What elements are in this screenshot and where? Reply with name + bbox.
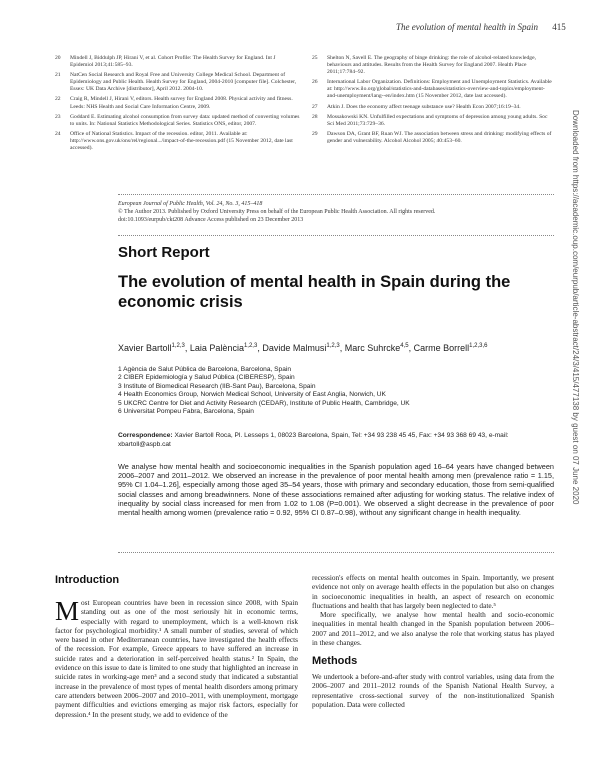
author-list: Xavier Bartoll$^{1,2,3}$, Laia Palència$^{1,2,3}$, Davide Malmusi$^{1,2,3}$, Marc Suhrcke$^{4,5}$, Carme Borrell$^{1,2,3,6}$ xyxy=(118,343,488,353)
intro-column-left xyxy=(55,598,298,719)
author-name: Laia Palència xyxy=(189,343,244,353)
reference-number: 27 xyxy=(312,103,318,110)
author-name: Xavier Bartoll xyxy=(118,343,172,353)
reference-number: 24 xyxy=(55,130,61,137)
intro-paragraph-continued: recession's effects on mental health outcomes in Spain. Importantly, we present evidence not only on average health effects in the population but also on changes in socioeconomic inequalities in health, an aspect of research on economic fluctuations and health that has largely been neglected to date.⁵ xyxy=(312,573,554,610)
page-number: 415 xyxy=(552,22,566,32)
reference-number: 21 xyxy=(55,72,61,79)
reference-number: 28 xyxy=(312,113,318,120)
reference-text: International Labor Organization. Definitions: Employment and Unemployment Statistics. Available at: http://www.ilo.org/global/statistics-and-databases/statistics-overview-and-topics/employment-and-unemployment/lang--en/index.htm (15 November 2012, date last accessed). xyxy=(327,79,552,100)
intro-paragraph xyxy=(55,598,298,719)
affiliation: 1 Agència de Salut Pública de Barcelona, Barcelona, Spain xyxy=(118,366,292,373)
reference xyxy=(312,55,552,76)
intro-heading: Introduction xyxy=(55,574,120,586)
reference-text: Mindell J, Biddulph JP, Hirani V, et al. Cohort Profile: The Health Survey for England. Int J Epidemiol 2013;41:585–93. xyxy=(70,55,276,69)
author-affil: 1,2,3,6 xyxy=(469,343,488,349)
affiliation: 2 CIBER Epidemiología y Salud Pública (CIBERESP), Spain xyxy=(118,374,295,382)
copyright-line: © The Author 2013. Published by Oxford University Press on behalf of the European Public Health Association. All rights reserved. xyxy=(118,209,436,216)
reference xyxy=(312,131,552,145)
reference-text: NatCen Social Research and Royal Free and University College Medical School. Department of Epidemiology and Public Health. Health Survey for England, 2004-2010 [computer file]. Colchester, Essex: UK Data Archive [distributor], April 2012. 2004-10. xyxy=(70,72,297,93)
drop-cap: M xyxy=(55,596,80,626)
reference-text: Atkin J. Does the economy affect teenage substance use? Health Econ 2007;16:19–34. xyxy=(327,103,521,110)
reference-number: 23 xyxy=(55,113,61,120)
intro-paragraph-text: ost European countries have been in recession since 2008, with Spain standing out as one of the most seriously hit in economic terms, especially with regard to unemployment, which is a well-known risk factor for psychological morbidity.¹ A small number of studies, several of which were based in other Mediterranean countries, have investigated the health effects of the recession. For example, Greece appears to have suffered an increase in suicide rates and a deterioration in self-perceived health status.² In Spain, the evidence on this issue to date is limited to one study that highlighted an increase in suicide rates in working-age men³ and a second study that indicated a substantial increase in the prevalence of most types of mental health disorders among primary care attenders between 2006–2007 and 2010–2011, with unemployment, mortgage payment difficulties and evictions emerging as major risk factors, especially for depression.⁴ In the present study, we add to evidence of the xyxy=(55,598,298,719)
reference-number: 26 xyxy=(312,79,318,86)
reference-number: 29 xyxy=(312,130,318,137)
running-title: The evolution of mental health in Spain xyxy=(396,22,538,32)
references-left xyxy=(55,55,300,155)
divider xyxy=(118,194,554,195)
correspondence xyxy=(118,431,554,449)
author-name: Davide Malmusi xyxy=(262,343,327,353)
reference-number: 25 xyxy=(312,55,318,61)
methods-paragraph: We undertook a before-and-after study with control variables, using data from the 2006–2007 and 2011–2012 rounds of the Spanish National Health Survey, a representative cross-sectional survey of the non-institutionalized Spanish population. Data were collected xyxy=(312,672,554,709)
affiliation: 4 Health Economics Group, Norwich Medical School, University of East Anglia, Norwich, UK xyxy=(118,391,386,399)
affiliations xyxy=(118,366,554,416)
journal-line: European Journal of Public Health, Vol. 24, No. 3, 415–418 xyxy=(118,201,263,207)
author-affil: 4,5 xyxy=(400,343,409,349)
reference xyxy=(55,72,300,93)
reference-text: Dawson DA, Grant BF, Ruan WJ. The association between stress and drinking: modifying effects of gender and vulnerability. Alcohol Alcohol 2005; 40:453–60. xyxy=(327,130,552,144)
reference xyxy=(55,96,300,110)
reference-number: 22 xyxy=(55,96,61,103)
reference-text: Office of National Statistics. Impact of the recession. editor, 2011. Available at: http://www.ons.gov.uk/ons/rel/regional.../impact-of-the-recession.pdf (15 November 2012, date last accessed). xyxy=(70,130,293,152)
running-header xyxy=(396,22,566,32)
author-name: Marc Suhrcke xyxy=(344,343,401,353)
intro-paragraph: More specifically, we analyse how mental health and socio-economic inequalities in mental health changed in the Spanish population between 2006–2007 and 2011–2012, and we also analyse the role that working status has played in these changes. xyxy=(312,610,554,648)
correspondence-text: Xavier Bartoll Roca, Pl. Lesseps 1, 08023 Barcelona, Spain, Tel: +34 93 238 45 45, Fax: +34 93 368 69 43, e-mail: xbartoll@aspb.cat xyxy=(118,432,509,448)
methods-heading: Methods xyxy=(312,655,358,667)
author-affil: 1,2,3 xyxy=(171,343,185,349)
article-title: The evolution of mental health in Spain during the economic crisis xyxy=(118,273,511,311)
author-affil: 1,2,3 xyxy=(243,343,258,349)
reference xyxy=(312,114,552,128)
reference-text: Craig R, Mindell J, Hirani V, editors. Health survey for England 2008. Physical activity and fitness. Leeds: NHS Health and Social Care Information Centre, 2009. xyxy=(70,96,293,110)
reference xyxy=(312,79,552,100)
intro-column-right xyxy=(312,573,554,647)
abstract: We analyse how mental health and socioeconomic inequalities in the Spanish population aged 16–64 years have changed between 2006–2007 and 2011–2012. We observed an increase in the prevalence of poor mental health among men (prevalence ratio = 1.15, 95% CI 1.04–1.26], especially among those aged 35–54 years, those with primary and secondary education, those from semi-qualified social classes and among breadwinners. None of these associations remained after adjusting for working status. The relative index of inequality by social class increased for men from 1.02 to 1.08 (P=0.001). We observed a slight decrease in the prevalence of poor mental health among women (prevalence ratio = 0.92, 95% CI 0.87–0.98), without any significant change in health inequality. xyxy=(118,462,554,518)
article-type: Short Report xyxy=(118,244,210,261)
reference-number: 20 xyxy=(55,55,61,61)
affiliation: 5 UKCRC Centre for Diet and Activity Research (CEDAR), Institute of Public Health, Cambridge, UK xyxy=(118,399,410,407)
reference-text: Shelton N, Savell E. The geography of binge drinking: the role of alcohol-related knowledge, behaviours and attitudes. Results from the Health Survey for England 2007. Health Place 2011;17:784–92. xyxy=(327,55,536,76)
author-name: Carme Borrell xyxy=(413,343,470,353)
references-right xyxy=(312,55,552,148)
affiliation: 6 Universitat Pompeu Fabra, Barcelona, Spain xyxy=(118,408,254,416)
reference xyxy=(55,55,300,69)
divider xyxy=(118,552,554,553)
reference-text: Goddard E. Estimating alcohol consumption from survey data: updated method of converting volumes to units. In: National Statistics Methodological Series. Statistics ONS, editor, 2007. xyxy=(70,113,300,127)
article-meta xyxy=(118,200,554,225)
doi-line: doi:10.1093/eurpub/ckt208 Advance Access published on 23 December 2013 xyxy=(118,217,304,224)
reference-text: Mossakowski KN. Unfulfilled expectations and symptoms of depression among young adults. Soc Sci Med 2011;73:729–36. xyxy=(327,113,548,127)
divider xyxy=(118,235,554,236)
affiliation: 3 Institute of Biomedical Research (IIB-Sant Pau), Barcelona, Spain xyxy=(118,382,316,390)
correspondence-label: Correspondence: xyxy=(118,432,173,439)
reference xyxy=(312,104,552,111)
author-affil: 1,2,3 xyxy=(326,343,340,349)
methods-column xyxy=(312,672,554,709)
reference xyxy=(55,114,300,128)
reference xyxy=(55,131,300,152)
download-side-note: Downloaded from https://academic.oup.com/eurpub/article-abstract/24/3/415/477138 by guest on 07 June 2020 xyxy=(571,110,580,505)
